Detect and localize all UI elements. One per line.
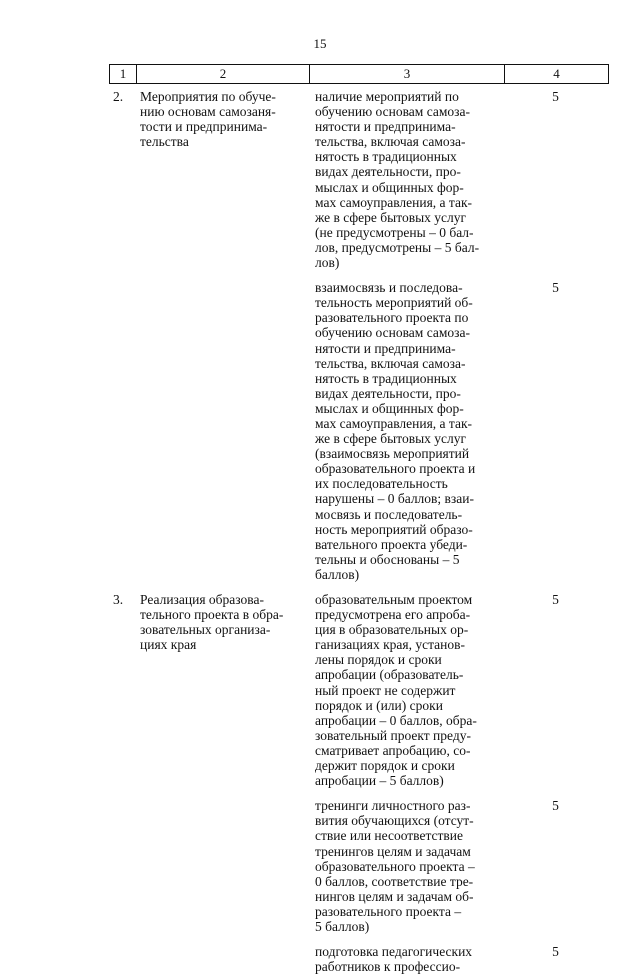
header-col-2: 2 [137,65,310,83]
criteria-table [109,64,609,974]
criterion-line: наличие мероприятий по [315,89,459,104]
criterion-line: же в сфере бытовых услуг [315,209,467,225]
row-title-line: тельства [140,134,189,150]
criterion-line: ный проект не содержит [315,682,456,698]
criterion-line: баллов) [315,566,360,582]
row-title-line: нию основам самозаня- [140,104,276,120]
criterion-text [309,944,504,974]
criterion [309,944,607,974]
row-title-line: тости и предпринима- [140,119,268,135]
row-title-line: тельного проекта в обра- [140,607,284,623]
criterion-spacer [309,270,607,280]
criterion-line: нингов целям и задачам об- [315,888,474,904]
criterion-line: лов, предусмотрены – 5 бал- [315,239,480,255]
header-col-4: 4 [553,66,560,81]
criterion-score: 5 [552,944,559,960]
criterion-line: мыслах и общинных фор- [315,400,464,416]
criterion-line: разовательного проекта – [315,903,462,919]
criterion-line: обучению основам самоза- [315,325,470,341]
row-title-line: Мероприятия по обуче- [140,89,276,104]
criterion-line: разовательного проекта по [315,310,469,326]
row-number: 2. [113,89,124,104]
criterion-spacer [309,934,607,944]
criterion-line: вательного проекта убеди- [315,536,468,552]
criterion-score: 5 [552,798,559,814]
criterion-line: ция в образовательных ор- [315,622,469,638]
page-number: 15 [313,36,327,51]
criterion-line: их последовательность [315,476,448,492]
criterion-text [309,280,504,582]
criterion-line: подготовка педагогических [315,944,473,960]
criterion [309,89,607,270]
criterion-text [309,592,504,788]
criterion-line: ганизациях края, установ- [315,637,465,653]
criterion-line: лены порядок и сроки [315,652,442,668]
criterion-line: нятость в традиционных [315,370,457,386]
row-title-line: Реализация образова- [140,592,264,607]
criterion-line: же в сфере бытовых услуг [315,431,467,447]
criterion-spacer [309,788,607,798]
criterion-score: 5 [552,89,559,104]
criterion-line: мах самоуправления, а так- [315,194,473,210]
row-title-line: циях края [140,637,197,653]
criterion-score: 5 [552,592,559,607]
criterion-text [309,798,504,934]
criterion-line: тренинги личностного раз- [315,798,471,814]
criterion-line: мах самоуправления, а так- [315,415,473,431]
criterion-line: (не предусмотрены – 0 бал- [315,224,474,240]
table-header-row [109,64,609,84]
row-number: 3. [113,592,124,607]
criterion-score: 5 [552,280,559,296]
row-title-line: зовательных организа- [140,622,271,638]
criterion-line: обучению основам самоза- [315,104,470,120]
criterion-line: взаимосвязь и последова- [315,280,463,296]
criterion-line: апробации – 5 баллов) [315,773,444,789]
criterion-line: (взаимосвязь мероприятий [315,446,470,462]
criterion-line: сматривает апробацию, со- [315,742,471,758]
criterion-line: нятость в традиционных [315,149,457,165]
criterion-line: нятости и предпринима- [315,119,456,135]
criterion-line: лов) [315,255,340,271]
criterion-line: вития обучающихся (отсут- [315,813,474,829]
criterion-line: образовательного проекта и [315,461,476,477]
criterion-line: видах деятельности, про- [315,164,461,180]
criterion-line: апробации – 0 баллов, обра- [315,712,477,728]
criterion-line: предусмотрена его апроба- [315,607,471,623]
header-col-3: 3 [310,65,505,83]
criterion-line: зовательный проект преду- [315,727,471,743]
criteria-list [309,592,607,974]
criterion-line: работников к профессио- [315,959,461,974]
criterion-line: держит порядок и сроки [315,758,455,774]
criterion [309,798,607,934]
table-body [109,84,609,974]
criterion-line: нарушены – 0 баллов; взаи- [315,491,474,507]
criterion-line: ствие или несоответствие [315,828,464,844]
row-spacer [109,582,609,592]
criterion-line: тельность мероприятий об- [315,295,473,311]
row-title [136,592,309,974]
criterion-line: 5 баллов) [315,918,370,934]
criterion-line: ность мероприятий образо- [315,521,473,537]
criterion-line: тренингов целям и задачам [315,843,471,859]
table-row [109,592,609,974]
header-col-1: 1 [110,65,137,83]
criterion-line: мыслах и общинных фор- [315,179,464,195]
criterion-text [309,89,504,270]
row-title [136,89,309,582]
criterion-line: образовательного проекта – [315,858,475,874]
criterion-line: мосвязь и последователь- [315,506,463,522]
criterion-line: 0 баллов, соответствие тре- [315,873,474,889]
criterion-line: апробации (образователь- [315,667,464,683]
criterion-line: тельства, включая самоза- [315,134,466,150]
criterion [309,592,607,788]
criterion [309,280,607,582]
criterion-line: нятости и предпринима- [315,340,456,356]
criterion-line: видах деятельности, про- [315,385,461,401]
table-row [109,89,609,582]
criterion-line: образовательным проектом [315,592,473,607]
criteria-list [309,89,607,582]
criterion-line: порядок и (или) сроки [315,697,443,713]
criterion-line: тельства, включая самоза- [315,355,466,371]
criterion-line: тельны и обоснованы – 5 [315,551,460,567]
